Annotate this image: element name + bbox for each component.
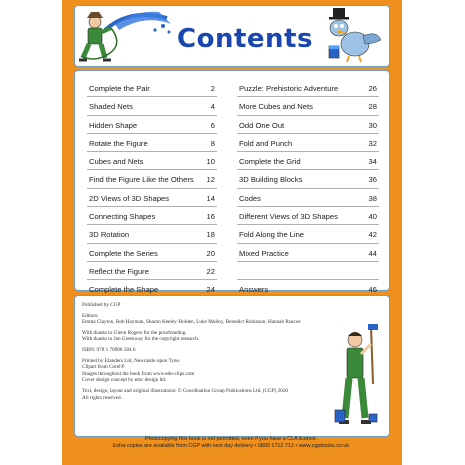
- editors-label: Editors:: [82, 312, 99, 319]
- contents-column-right: [237, 79, 379, 299]
- list-item[interactable]: 3D Rotation 18: [87, 225, 217, 243]
- list-item[interactable]: Mixed Practice 44: [237, 244, 379, 262]
- cover-credit: Cover design concept by emc design ltd.: [82, 377, 167, 384]
- contents-column-left: [87, 79, 217, 299]
- blank-row: [237, 262, 379, 280]
- header-panel: [74, 5, 390, 67]
- printer: Printed by Elanders Ltd, Newcastle upon Tyne.: [82, 357, 181, 364]
- list-item[interactable]: Fold Along the Line 42: [237, 225, 379, 243]
- thanks-proofreading: With thanks to Glenn Rogers for the proofreading.: [82, 329, 187, 336]
- list-item[interactable]: Find the Figure Like the Others 12: [87, 170, 217, 188]
- list-item[interactable]: Answers 46: [237, 280, 379, 298]
- book-page: [62, 0, 402, 465]
- publisher-info: [82, 302, 332, 401]
- isbn: ISBN: 978 1 78908 584 6: [82, 346, 136, 353]
- thanks-copyright: With thanks to Jan Greenway for the copyright research.: [82, 336, 200, 343]
- list-item[interactable]: Codes 38: [237, 189, 379, 207]
- list-item[interactable]: Different Views of 3D Shapes 40: [237, 207, 379, 225]
- list-item[interactable]: 2D Views of 3D Shapes 14: [87, 189, 217, 207]
- publisher-info-panel: [74, 295, 390, 437]
- images-credit: Images throughout the book from www.edu-clips.com: [82, 370, 195, 377]
- list-item[interactable]: More Cubes and Nets 28: [237, 97, 379, 115]
- photocopy-notice: Photocopying this book is not permitted, even if you have a CLA licence.: [144, 436, 318, 442]
- footer: [74, 436, 388, 450]
- list-item[interactable]: Reflect the Figure 22: [87, 262, 217, 280]
- list-item[interactable]: Connecting Shapes 16: [87, 207, 217, 225]
- order-info: Extra copies are available from CGP with next day delivery • 0800 1712 712 • www.cgpbooks.co.uk: [112, 443, 350, 449]
- list-item[interactable]: Cubes and Nets 10: [87, 152, 217, 170]
- rights-reserved: All rights reserved.: [82, 394, 122, 401]
- copyright-notice: Text, design, layout and original illustrations: © Coordination Group Publications Ltd. (CGP) 2020: [82, 387, 289, 394]
- list-item[interactable]: Odd One Out 30: [237, 116, 379, 134]
- list-item[interactable]: Complete the Grid 34: [237, 152, 379, 170]
- bird-with-paint-illustration: [325, 6, 385, 64]
- published-by: Published by CGP: [82, 302, 121, 308]
- list-item[interactable]: Complete the Series 20: [87, 244, 217, 262]
- painter-man-illustration: [333, 324, 383, 434]
- man-with-hose-illustration: [75, 6, 175, 64]
- list-item[interactable]: Fold and Punch 32: [237, 134, 379, 152]
- list-item[interactable]: Complete the Shape 24: [87, 280, 217, 298]
- list-item[interactable]: Hidden Shape 6: [87, 116, 217, 134]
- list-item[interactable]: 3D Building Blocks 36: [237, 170, 379, 188]
- list-item[interactable]: Rotate the Figure 8: [87, 134, 217, 152]
- list-item[interactable]: Puzzle: Prehistoric Adventure 26: [237, 79, 379, 97]
- clipart-credit: Clipart from Corel®: [82, 364, 125, 371]
- page-title: Contents: [177, 24, 313, 54]
- list-item[interactable]: Complete the Pair 2: [87, 79, 217, 97]
- editors-names: Emma Clayton, Rob Hayman, Sharon Keeley-Holden, Luke Molloy, Benedict Robinson, Hannah Roscoe: [82, 319, 301, 326]
- contents-panel: [74, 70, 390, 295]
- list-item[interactable]: Shaded Nets 4: [87, 97, 217, 115]
